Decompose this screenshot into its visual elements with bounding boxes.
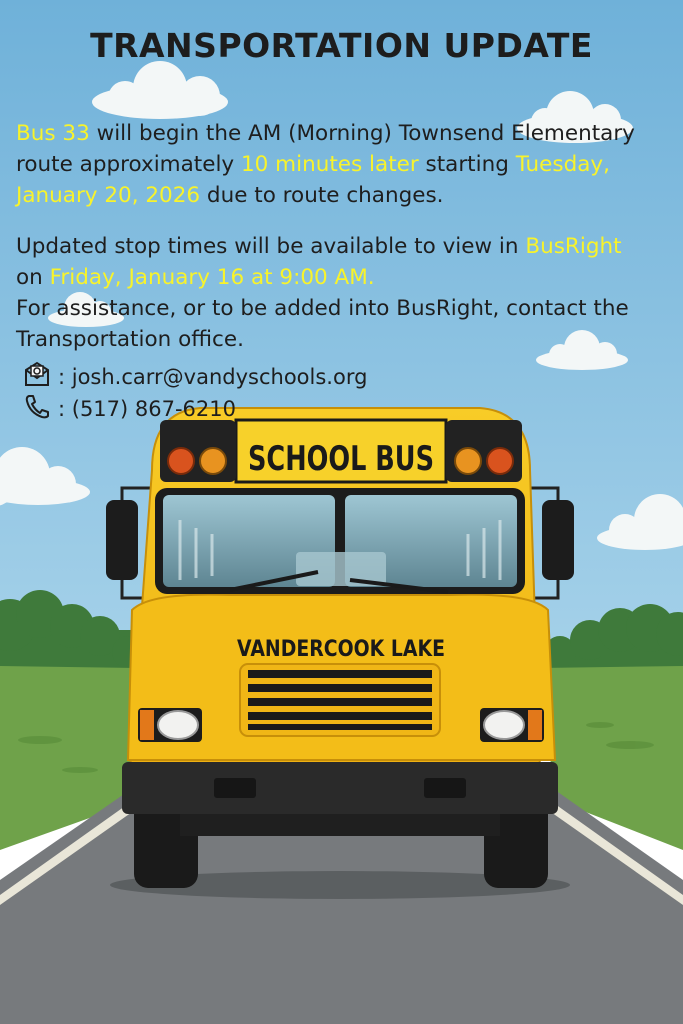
bus-number: Bus 33 — [16, 121, 90, 146]
phone-number[interactable]: : (517) 867-6210 — [58, 396, 236, 421]
email-contact — [22, 360, 367, 393]
bumper — [122, 762, 558, 814]
hood-text: VANDERCOOK LAKE — [237, 637, 445, 662]
assistance-text: For assistance, or to be added into BusRight, contact the Transportation office. — [16, 296, 629, 352]
release-date: Friday, January 16 at 9:00 AM. — [49, 265, 375, 290]
bus-sign-text: SCHOOL BUS — [248, 439, 434, 479]
page-title: TRANSPORTATION UPDATE — [90, 26, 593, 65]
update-notice: Updated stop times will be available to view in BusRight on Friday, January 16 at 9:00 AM. For assistance, or to be added into BusRight, contact the Transportation office. — [16, 234, 629, 352]
start-date: Tuesday, January 20, 2026 — [16, 152, 610, 208]
phone-icon — [22, 392, 52, 425]
app-name: BusRight — [525, 234, 622, 259]
email-icon — [22, 360, 52, 393]
delay-text: 10 minutes later — [240, 152, 419, 177]
route-notice: Bus 33 will begin the AM (Morning) Townsend Elementary route approximately 10 minutes later starting Tuesday, January 20, 2026 due to route changes. — [16, 121, 635, 208]
phone-contact — [22, 392, 236, 425]
email-address[interactable]: : josh.carr@vandyschools.org — [58, 364, 368, 389]
